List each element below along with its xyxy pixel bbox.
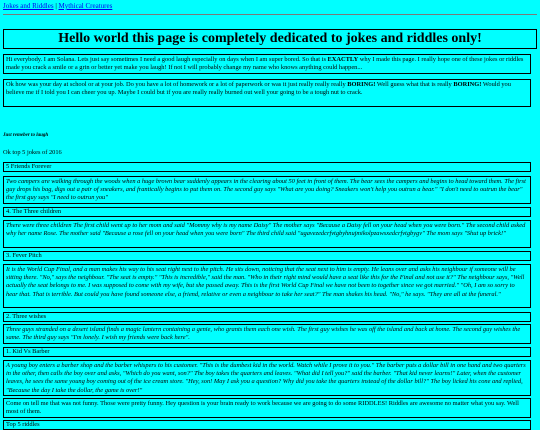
joke-title-4: 4. The Three children xyxy=(3,207,531,217)
joke-text-1: A young boy enters a barber shop and the barber whispers to his customer. "This is the dumbest kid in the world. Watch while I prove it to you." The barber puts a dollar bill in one hand and two quarters in the other, then calls the boy over and asks, "Which do you want, son?" The boy takes the quarters and leaves. "What did I tell you?" said the barber. "That kid never learns!" Later, when the customer leaves, he sees the same young boy coming out of the ice cream store. "Hey, son! May I ask you a question? Why did you take the quarters instead of the dollar bill?" The boy licked his cone and replied, "Because the day I take the dollar, the game is over!" xyxy=(3,360,531,396)
nav-separator: | xyxy=(55,2,57,10)
riddles-heading: Top 5 riddles xyxy=(3,420,531,430)
intro-paragraph: Hi everybody. I am Solana. Lets just say sometimes I need a good laugh especially on days when I am super bored. So that is EXACTLY why I made this page. I really hope one of these jokes or riddles made you crack a smile or a grin or better yet make you laugh! If not I will probably change my name who knows anything could happen... xyxy=(3,54,531,74)
tagline: Just remeber to laugh xyxy=(3,133,49,138)
joke-title-3: 3. Fever Pitch xyxy=(3,251,531,261)
top5-heading: Ok top 5 jokes of 2016 xyxy=(3,149,62,156)
page-title: Hello world this page is completely dedicated to jokes and riddles only! xyxy=(3,29,537,49)
joke-text-5: Two campers are walking through the woods when a huge brown bear suddenly appears in the clearing about 50 feet in front of them. The bear sees the campers and begins to head toward them. The first guy drops his bag, digs out a pair of sneakers, and frantically begins to put them on. The second guy says "What are you doing? Sneakers won't help you outrun a bear." "I don't need to outrun the bear" the first guy says "I need to outrun you" xyxy=(3,176,531,204)
joke-text-4: There were three children The first child went up to her mom and said "Mommy why is my name Daisy" The mother says "Because a Daisy fell on your head when you were born." The second child asked why her name Rose. The mother said "Because a rose fell on your head when you were born" The third child said "ugavezedcrfvtgbyhnujmikolpzawsxedcrfvtgbygv" The mom says "Shut up brick!" xyxy=(3,220,531,248)
joke-text-3: It is the World Cup Final, and a man makes his way to his seat right next to the pitch. He sits down, noticing that the seat next to him is empty. He leans over and asks his neighbour if someone will be sitting there. "No," says the neighbour. "The seat is empty." "This is incredible," said the man. "Who in their right mind would have a seat like this for the Final and not use it?" The neighbour says, "Well actually the seat belongs to me. I was supposed to come with my wife, but she passed away. This is the first World Cup Final we have not been to together since we got married." "Oh, I am so sorry to hear that. That is terrible. But could you have found someone else, a friend, relative or even a neighbour to take her seat?" The man shakes his head. "No," he says. "They are all at the funeral." xyxy=(3,264,531,308)
joke-title-5: 5 Friends Forever xyxy=(3,162,531,172)
nav-link-creatures[interactable]: Mythical Creatures xyxy=(58,2,113,10)
second-paragraph: Ok how was your day at school or at your job. Do you have a lot of homework or a lot of paperwork or was it just really really really BORING! Well guess what that is really BORING! Would you believe me if I told you I can cheer you up. Maybe I could but if you are really really burned out well your going to be a tough nut to crack. xyxy=(3,79,531,107)
nav-link-jokes[interactable]: Jokes and Riddles xyxy=(3,2,54,10)
joke-text-2: Three guys stranded on a desert island finds a magic lantern containing a genie, who grants them each one wish. The first guy wishes he was off the island and back at home. The second guy wishes the same. The third guy says "I'm lonely. I wish my friends were back here". xyxy=(3,324,531,344)
divider xyxy=(3,14,537,15)
joke-title-2: 2. Three wishes xyxy=(3,312,531,322)
top-nav xyxy=(3,2,112,11)
outro-paragraph: Come on tell me that was not funny. Those were pretty funny. Hey question is your brain ready to work because we are going to do some RIDDLES! Riddles are awesome no matter what you say. Well most of them. xyxy=(3,398,531,418)
joke-title-1: 1. Kid Vs Barber xyxy=(3,347,531,357)
